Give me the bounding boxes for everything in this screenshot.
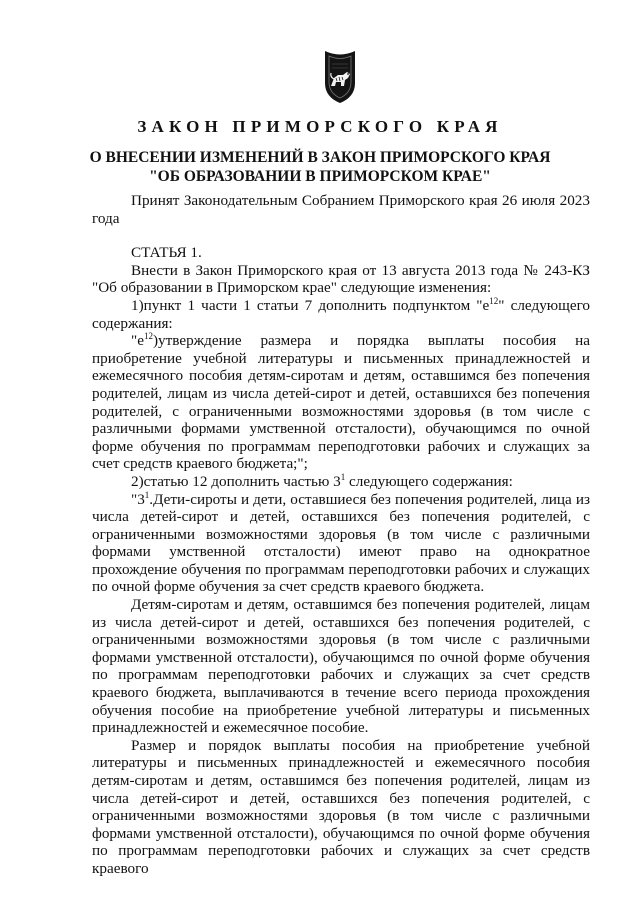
- quote-2-text: .Дети-сироты и дети, оставшиеся без попечения родителей, лица из числа детей-сирот и детей, оставшихся без попечения родителей, с ограниченными возможностями здоровья (в том числе с различными формами умственной отсталости) имеют право на однократное прохождение обучения по программам переподготовки рабочих и служащих по очной форме обучения за счет средств краевого бюджета.: [92, 490, 590, 596]
- payment-procedure-paragraph: Размер и порядок выплаты пособия на приобретение учебной литературы и письменных принадлежностей и ежемесячного пособия детям-сиротам и детям, оставшимся без попечения родителей, лицам из числа детей-сирот и детей, оставшихся без попечения родителей, с ограниченными возможностями здоровья (в том числе с различными формами умственной отсталости), обучающимся по очной форме обучения по программам переподготовки рабочих и служащих за счет средств краевого: [92, 736, 590, 877]
- quote-1-text: )утверждение размера и порядка выплаты пособия на приобретение учебной литературы и письменных принадлежностей и ежемесячного пособия детям-сиротам и детям, оставшимся без попечения родителей, лицам из числа детей-сирот и детей, оставшихся без попечения родителей, с ограниченными возможностями здоровья (в том числе с различными формами умственной отсталости), обучающимся по очной форме обучения по программам переподготовки рабочих и служащих за счет средств краевого бюджета;";: [92, 332, 590, 473]
- law-subtitle: [0, 148, 640, 186]
- item-2-text-start: 2)статью 12 дополнить частью 3: [131, 472, 341, 490]
- adoption-note: Принят Законодательным Собранием Приморского края 26 июля 2023 года: [92, 192, 590, 227]
- amendment-item-1: [92, 297, 590, 332]
- subtitle-line-1: О ВНЕСЕНИИ ИЗМЕНЕНИЙ В ЗАКОН ПРИМОРСКОГО КРАЯ: [89, 149, 551, 166]
- quote-2-prefix: "3: [131, 490, 145, 508]
- subtitle-line-2: "ОБ ОБРАЗОВАНИИ В ПРИМОРСКОМ КРАЕ": [149, 168, 491, 185]
- quote-1-superscript: 12: [143, 331, 153, 342]
- law-title: ЗАКОН ПРИМОРСКОГО КРАЯ: [137, 117, 503, 136]
- amendment-item-2: [92, 473, 590, 491]
- article-heading: СТАТЬЯ 1.: [131, 244, 202, 262]
- quoted-part-3-1: [92, 491, 590, 597]
- quoted-subitem-e12: [92, 332, 590, 473]
- law-body: [92, 192, 590, 878]
- benefit-paragraph: Детям-сиротам и детям, оставшимся без попечения родителей, лицам из числа детей-сирот и детей, оставшихся без попечения родителей, с ограниченными возможностями здоровья (в том числе с различными формами умственной отсталости), обучающимся по очной форме обучения по программам переподготовки рабочих и служащих за счет средств краевого бюджета, выплачиваются в течение всего периода прохождения обучения пособие на приобретение учебной литературы и письменных принадлежностей и ежемесячное пособие.: [92, 596, 590, 737]
- quote-2-superscript: 1: [144, 489, 150, 500]
- coat-of-arms-emblem: [318, 48, 362, 106]
- item-1-text-end: " следующего содержания:: [92, 296, 591, 332]
- item-2-text-end: следующего содержания:: [345, 472, 513, 490]
- item-1-superscript: 12: [489, 295, 499, 306]
- item-2-superscript: 1: [340, 471, 346, 482]
- item-1-text-start: 1)пункт 1 части 1 статьи 7 дополнить подпунктом "е: [131, 296, 490, 314]
- quote-1-prefix: "е: [131, 332, 144, 350]
- article-intro: Внести в Закон Приморского края от 13 августа 2013 года № 243-КЗ "Об образовании в Приморском крае" следующие изменения:: [92, 261, 590, 297]
